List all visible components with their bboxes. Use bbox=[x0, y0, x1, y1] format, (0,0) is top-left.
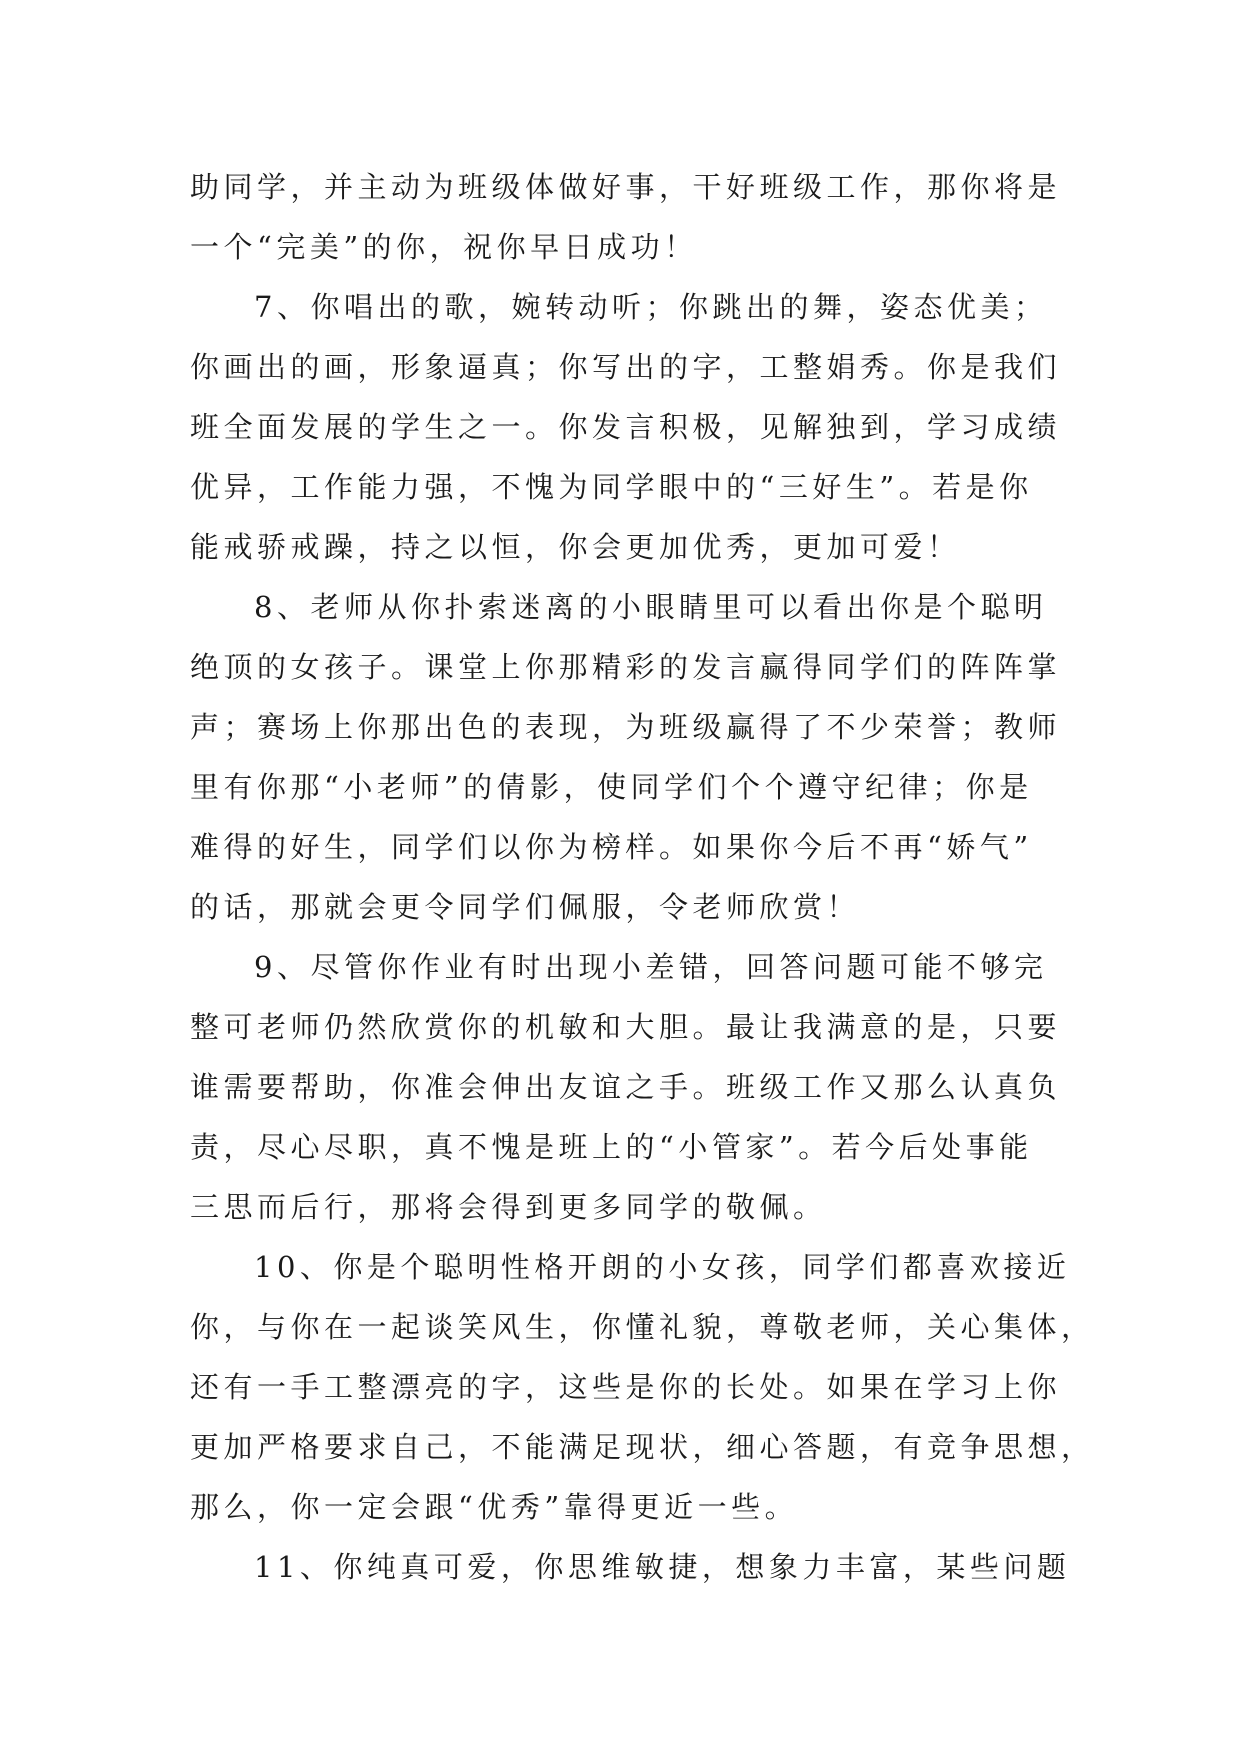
text-line: 绝顶的女孩子。课堂上你那精彩的发言赢得同学们的阵阵掌 bbox=[190, 650, 1062, 684]
document-body bbox=[190, 157, 1095, 1597]
paragraph-start-line: 8、老师从你扑索迷离的小眼睛里可以看出你是个聪明 bbox=[254, 590, 1048, 624]
text-line: 的话，那就会更令同学们佩服，令老师欣赏！ bbox=[190, 890, 861, 924]
text-line: 三思而后行，那将会得到更多同学的敬佩。 bbox=[190, 1190, 827, 1224]
paragraph-start-line: 10、你是个聪明性格开朗的小女孩，同学们都喜欢接近 bbox=[254, 1250, 1071, 1284]
paragraph-start-line: 9、尽管你作业有时出现小差错，回答问题可能不够完 bbox=[254, 950, 1048, 984]
text-line: 优异，工作能力强，不愧为同学眼中的“三好生”。若是你 bbox=[190, 470, 1033, 504]
text-line: 助同学，并主动为班级体做好事，干好班级工作，那你将是 bbox=[190, 170, 1062, 204]
text-line: 更加严格要求自己，不能满足现状，细心答题，有竞争思想， bbox=[190, 1430, 1095, 1464]
text-line: 那么，你一定会跟“优秀”靠得更近一些。 bbox=[190, 1490, 799, 1524]
text-line: 能戒骄戒躁，持之以恒，你会更加优秀，更加可爱！ bbox=[190, 530, 961, 564]
text-line: 整可老师仍然欣赏你的机敏和大胆。最让我满意的是，只要 bbox=[190, 1010, 1062, 1044]
text-line: 里有你那“小老师”的倩影，使同学们个个遵守纪律；你是 bbox=[190, 770, 1033, 804]
text-line: 声；赛场上你那出色的表现，为班级赢得了不少荣誉；教师 bbox=[190, 710, 1062, 744]
text-line: 你，与你在一起谈笑风生，你懂礼貌，尊敬老师，关心集体， bbox=[190, 1310, 1095, 1344]
text-line: 班全面发展的学生之一。你发言积极，见解独到，学习成绩 bbox=[190, 410, 1062, 444]
text-line: 还有一手工整漂亮的字，这些是你的长处。如果在学习上你 bbox=[190, 1370, 1062, 1404]
text-line: 谁需要帮助，你准会伸出友谊之手。班级工作又那么认真负 bbox=[190, 1070, 1062, 1104]
paragraph-start-line: 7、你唱出的歌，婉转动听；你跳出的舞，姿态优美； bbox=[254, 290, 1048, 324]
text-line: 难得的好生，同学们以你为榜样。如果你今后不再“娇气” bbox=[190, 830, 1033, 864]
paragraph-start-line: 11、你纯真可爱，你思维敏捷，想象力丰富，某些问题 bbox=[254, 1550, 1071, 1584]
text-line: 你画出的画，形象逼真；你写出的字，工整娟秀。你是我们 bbox=[190, 350, 1062, 384]
text-line: 一个“完美”的你，祝你早日成功！ bbox=[190, 230, 698, 264]
text-line: 责，尽心尽职，真不愧是班上的“小管家”。若今后处事能 bbox=[190, 1130, 1033, 1164]
